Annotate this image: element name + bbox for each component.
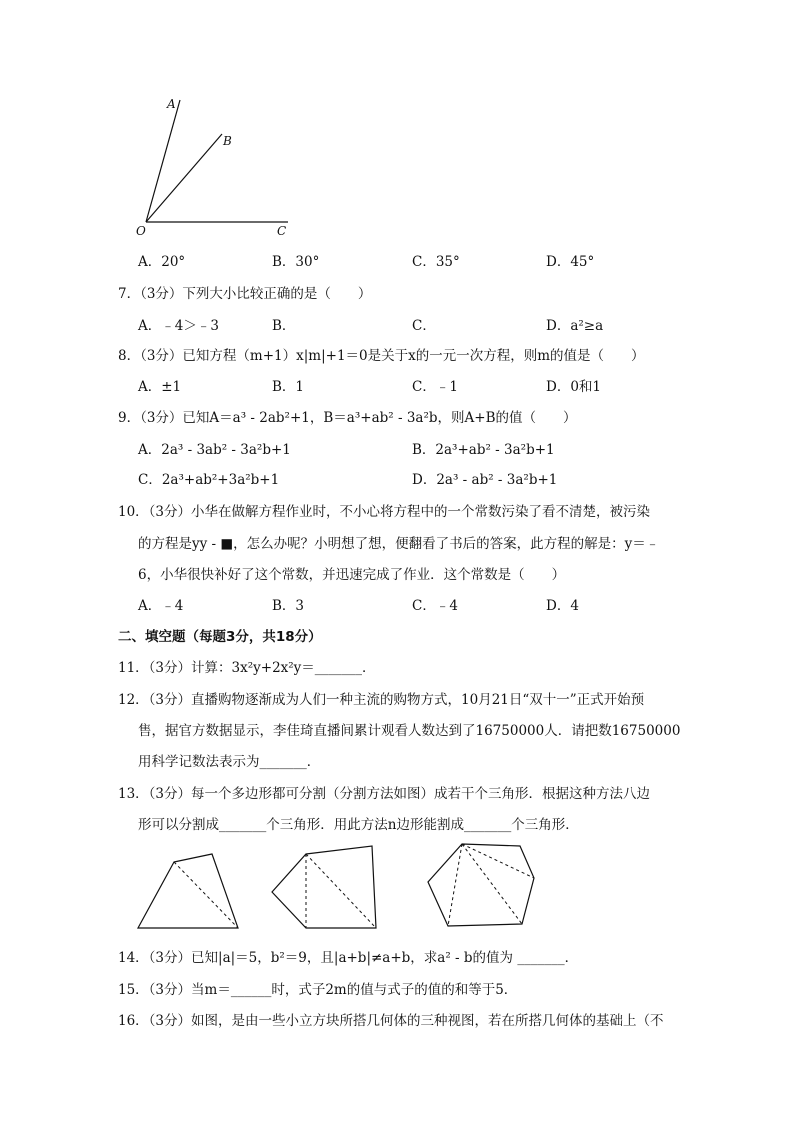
q10-line1: 10．（3分）小华在做解方程作业时，不小心将方程中的一个常数污染了看不清楚，被污染 [118, 504, 651, 520]
q6-option-a: A．20° [138, 254, 186, 270]
q7-option-b: B． [272, 318, 296, 334]
q6-option-b: B．30° [272, 254, 320, 270]
polygon-figures [130, 838, 550, 938]
q13-line2: 形可以分割成_______个三角形．用此方法n边形能割成_______个三角形． [138, 817, 579, 833]
q7-option-d: D．a²≥a [546, 318, 604, 334]
angle-figure [130, 92, 310, 242]
q10-line2: 的方程是yy - ■，怎么办呢？小明想了想，便翻看了书后的答案，此方程的解是：y＝﹣ [138, 536, 660, 552]
q8-option-d: D．0和1 [546, 379, 602, 395]
q6-option-c: C．35° [412, 254, 460, 270]
q11-text: 11．（3分）计算：3x²y+2x²y＝_______． [118, 660, 376, 676]
q8-option-b: B．1 [272, 379, 305, 395]
q7-stem: 7．（3分）下列大小比较正确的是（ ） [118, 286, 372, 302]
quadrilateral-figure [138, 854, 238, 928]
q7-option-c: C． [412, 318, 436, 334]
q9-option-c: C．2a³+ab²+3a²b+1 [138, 472, 280, 488]
q12-line2: 售，据官方数据显示，李佳琦直播间累计观看人数达到了16750000人．请把数16750000 [138, 723, 681, 739]
label-c: C [277, 224, 287, 238]
label-o: O [136, 224, 146, 238]
label-b: B [223, 134, 232, 148]
q10-option-b: B．3 [272, 598, 305, 614]
q8-stem: 8．（3分）已知方程（m+1）x|m|+1＝0是关于x的一元一次方程，则m的值是（ ） [118, 348, 645, 364]
q14-text: 14．（3分）已知|a|＝5，b²＝9，且|a+b|≠a+b，求a² - b的值为 _______． [118, 950, 579, 966]
q8-option-c: C．﹣1 [412, 379, 458, 395]
q10-option-a: A．﹣4 [138, 598, 184, 614]
q13-line1: 13．（3分）每一个多边形都可分割（分割方法如图）成若干个三角形．根据这种方法八边 [118, 786, 651, 802]
q9-option-a: A．2a³ - 3ab² - 3a²b+1 [138, 442, 291, 458]
q9-option-b: B．2a³+ab² - 3a²b+1 [412, 442, 555, 458]
ray-ob [146, 134, 222, 222]
q9-option-d: D．2a³ - ab² - 3a²b+1 [412, 472, 558, 488]
q10-option-d: D．4 [546, 598, 579, 614]
hexagon-figure [428, 844, 534, 926]
ray-oa [146, 100, 180, 222]
q12-line1: 12．（3分）直播购物逐渐成为人们一种主流的购物方式，10月21日“双十一”正式开始预 [118, 692, 645, 708]
q10-line3: 6，小华很快补好了这个常数，并迅速完成了作业．这个常数是（ ） [138, 567, 566, 583]
q8-option-a: A．±1 [138, 379, 182, 395]
q10-option-c: C．﹣4 [412, 598, 458, 614]
label-a: A [167, 97, 176, 111]
q12-line3: 用科学记数法表示为_______． [138, 754, 321, 770]
pentagon-figure [272, 846, 376, 928]
q15-text: 15．（3分）当m＝______时，式子2m的值与式子的值的和等于5． [118, 982, 518, 998]
q7-option-a: A．﹣4＞﹣3 [138, 318, 219, 334]
q9-stem: 9．（3分）已知A＝a³ - 2ab²+1，B＝a³+ab² - 3a²b，则A+B的值（ ） [118, 410, 577, 426]
q6-option-d: D．45° [546, 254, 595, 270]
q16-text: 16．（3分）如图，是由一些小立方块所搭几何体的三种视图，若在所搭几何体的基础上（不 [118, 1013, 664, 1029]
section-title: 二、填空题（每题3分，共18分） [118, 629, 322, 645]
